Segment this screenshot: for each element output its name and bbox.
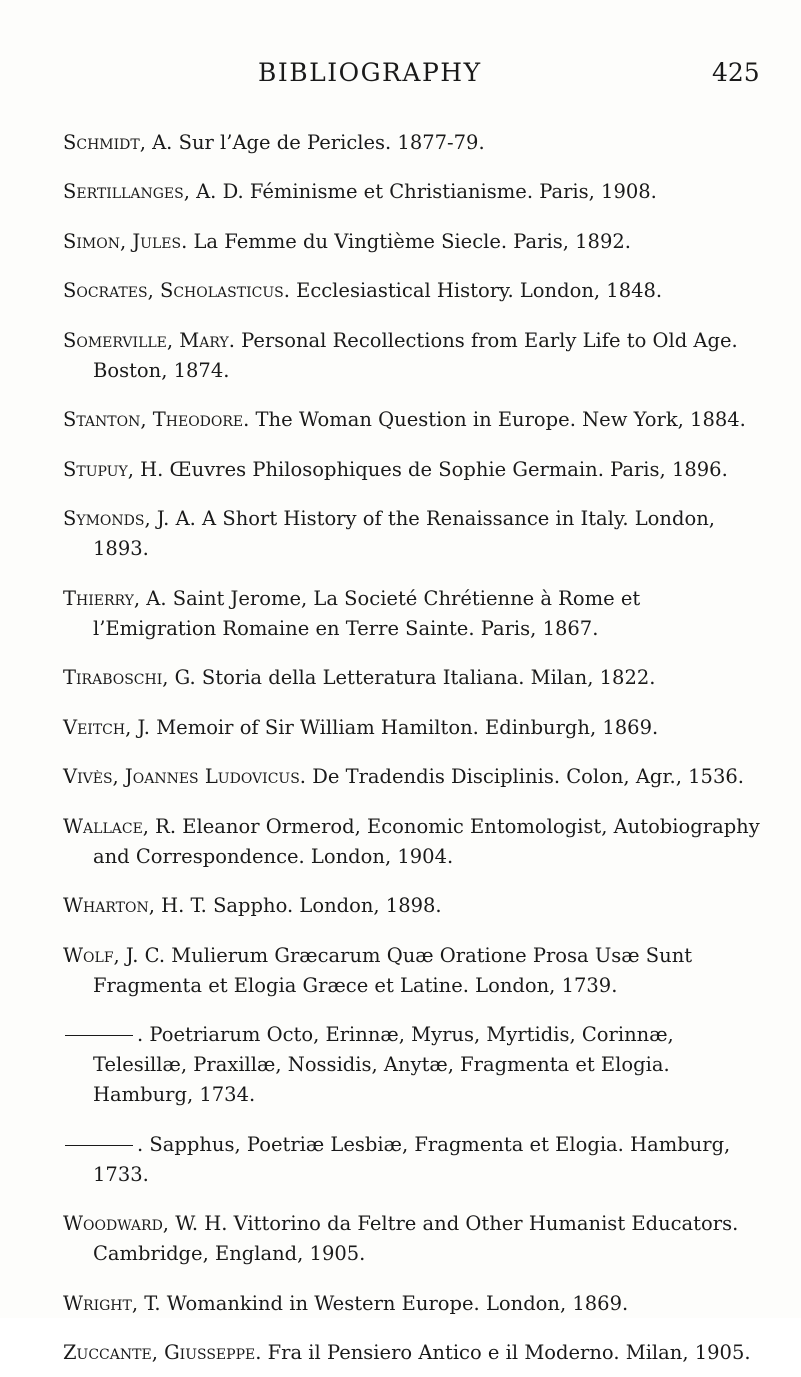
bibliography-entry xyxy=(63,1289,763,1319)
entry-author: Tiraboschi, G. xyxy=(63,666,196,689)
entry-text: Eleanor Ormerod, Economic Entomologist, Autobiography and Correspondence. London, 1904. xyxy=(93,814,760,868)
bibliography-entry xyxy=(63,276,763,306)
entry-text: De Tradendis Disciplinis. Colon, Agr., 1536. xyxy=(306,765,744,788)
entry-author: Schmidt, A. xyxy=(63,130,173,154)
entry-text: Ecclesiastical History. London, 1848. xyxy=(289,279,663,302)
entry-text: Mulierum Græcarum Quæ Oratione Prosa Usæ Sunt Fragmenta et Elogia Græce et Latine. London, 1739. xyxy=(93,943,693,997)
entry-author: Wright, T. xyxy=(63,1291,161,1315)
entry-author: Stupuy, H. xyxy=(63,457,164,481)
entry-text: Féminisme et Christianisme. Paris, 1908. xyxy=(243,180,657,203)
bibliography-entry xyxy=(63,762,763,792)
entry-text: Sappho. London, 1898. xyxy=(206,894,442,917)
bibliography-entry xyxy=(63,1338,763,1368)
entry-text: . Poetriarum Octo, Erinnæ, Myrus, Myrtidis, Corinnæ, Telesillæ, Praxillæ, Nossidis, Anytæ, Fragmenta et Elogia. Hamburg, 1734. xyxy=(93,1023,674,1106)
bibliography-entry xyxy=(63,941,763,1001)
entry-text: Saint Jerome, La Societé Chrétienne à Rome et l’Emigration Romaine en Terre Sainte. Paris, 1867. xyxy=(93,586,641,640)
entry-author: Somerville, Mary. xyxy=(63,328,235,352)
entry-author: Wallace, R. xyxy=(63,814,177,838)
bibliography-entry xyxy=(63,326,763,386)
entry-text: Vittorino da Feltre and Other Humanist Educators. Cambridge, England, 1905. xyxy=(93,1212,739,1265)
entry-text: Sur l’Age de Pericles. 1877-79. xyxy=(172,130,485,154)
entry-text: Fra il Pensiero Antico e il Moderno. Milan, 1905. xyxy=(261,1341,751,1364)
entry-author: Symonds, J. A. xyxy=(63,507,196,530)
bibliography-list xyxy=(63,108,763,1377)
entry-text: . Sapphus, Poetriæ Lesbiæ, Fragmenta et Elogia. Hamburg, 1733. xyxy=(93,1132,731,1186)
entry-text: The Woman Question in Europe. New York, 1884. xyxy=(249,408,746,431)
entry-author: Socrates, Scholasticus. xyxy=(63,279,290,302)
entry-author: Simon, Jules. xyxy=(63,229,188,253)
bibliography-entry xyxy=(63,177,763,207)
entry-author: Veitch, J. xyxy=(63,715,150,739)
ditto-dash xyxy=(65,1035,133,1036)
entry-author: Vivès, Joannes Ludovicus. xyxy=(63,765,306,788)
bibliography-entry xyxy=(63,584,763,644)
entry-text: La Femme du Vingtième Siecle. Paris, 1892. xyxy=(187,229,631,253)
entry-author: Zuccante, Giusseppe. xyxy=(63,1341,262,1364)
entry-author: Thierry, A. xyxy=(63,586,167,610)
bibliography-entry xyxy=(63,405,763,435)
ditto-dash xyxy=(65,1145,133,1146)
running-head xyxy=(0,58,801,98)
bibliography-entry xyxy=(63,1209,763,1269)
entry-text: Memoir of Sir William Hamilton. Edinburgh, 1869. xyxy=(150,715,659,739)
bibliography-entry xyxy=(63,891,763,921)
bibliography-entry xyxy=(63,227,763,257)
running-title: BIBLIOGRAPHY xyxy=(258,58,482,87)
entry-text: Personal Recollections from Early Life to Old Age. Boston, 1874. xyxy=(93,328,738,382)
bibliography-entry-ditto xyxy=(63,1020,763,1110)
entry-text: Œuvres Philosophiques de Sophie Germain. Paris, 1896. xyxy=(163,457,728,481)
page-number: 425 xyxy=(712,58,760,87)
bibliography-entry xyxy=(63,504,763,564)
entry-text: A Short History of the Renaissance in Italy. London, 1893. xyxy=(93,507,715,560)
entry-text: Womankind in Western Europe. London, 1869. xyxy=(160,1291,629,1315)
entry-author: Stanton, Theodore. xyxy=(63,408,250,431)
entry-text: Storia della Letteratura Italiana. Milan, 1822. xyxy=(195,666,656,689)
bibliography-entry xyxy=(63,128,763,158)
entry-author: Sertillanges, A. D. xyxy=(63,180,244,203)
entry-author: Wolf, J. C. xyxy=(63,943,166,967)
bibliography-entry xyxy=(63,713,763,743)
bibliography-entry-ditto xyxy=(63,1130,763,1190)
entry-author: Wharton, H. T. xyxy=(63,894,207,917)
entry-author: Woodward, W. H. xyxy=(63,1212,228,1235)
bibliography-entry xyxy=(63,663,763,693)
bibliography-entry xyxy=(63,455,763,485)
bibliography-entry xyxy=(63,812,763,872)
